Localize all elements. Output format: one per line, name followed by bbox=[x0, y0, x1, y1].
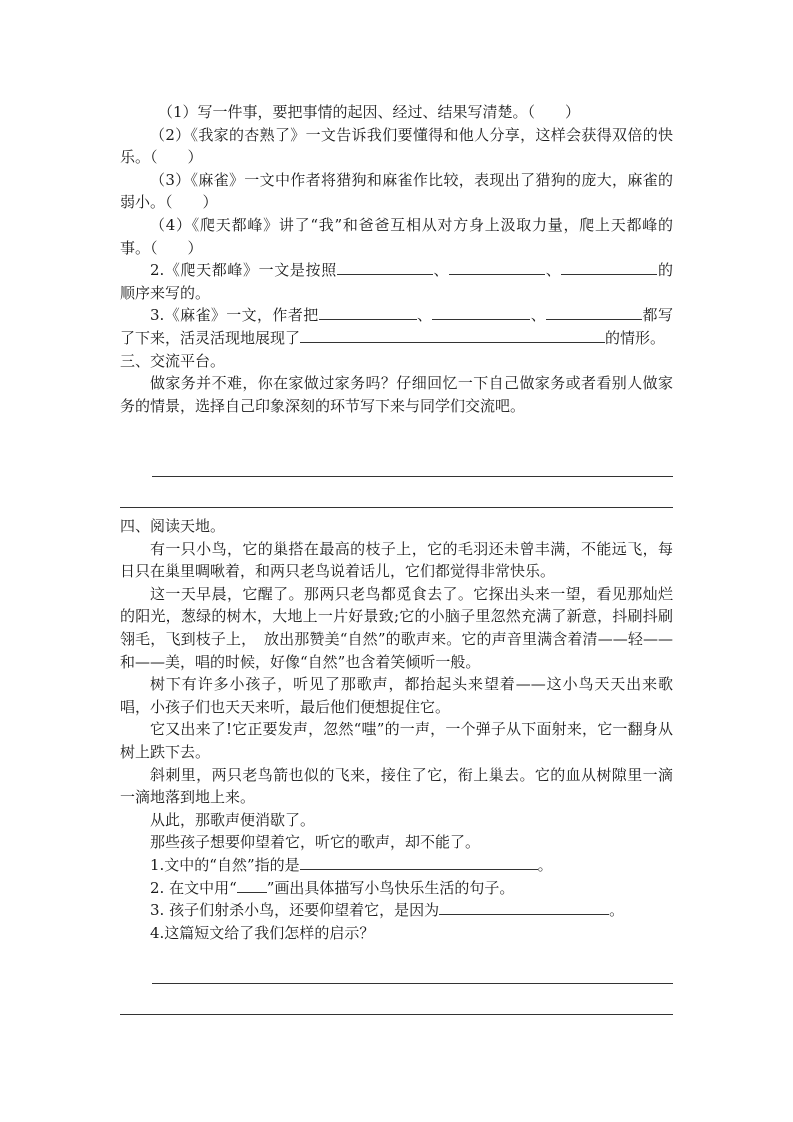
writing-line[interactable] bbox=[120, 507, 673, 508]
separator: 、 bbox=[432, 261, 450, 280]
q3-prefix: 3. 孩子们射杀小鸟，还要仰望着它，是因为 bbox=[150, 901, 440, 920]
q3-suffix: 的情形。 bbox=[605, 328, 666, 347]
fill-question-3 bbox=[120, 304, 673, 349]
judge-item-2: （2）《我家的杏熟了》一文告诉我们要懂得和他人分享，这样会获得双倍的快乐。（ ） bbox=[120, 125, 673, 167]
separator: 、 bbox=[545, 261, 562, 280]
judge-item-1: （1）写一件事，要把事情的起因、经过、结果写清楚。（ ） bbox=[158, 103, 581, 121]
writing-line[interactable] bbox=[152, 476, 673, 477]
answer-blank[interactable] bbox=[546, 305, 642, 320]
q2-prefix: 2. 在文中用“ bbox=[150, 878, 237, 897]
passage-paragraph: 有一只小鸟，它的巢搭在最高的枝子上，它的毛羽还未曾丰满，不能远飞，每日只在巢里啁啾着，和两只老鸟说着话儿，它们都觉得非常快乐。 bbox=[120, 539, 673, 581]
judge-item-4: （4）《爬天都峰》讲了“我”和爸爸互相从对方身上汲取力量，爬上天都峰的事。（ ） bbox=[120, 215, 673, 257]
reading-question-2 bbox=[120, 877, 673, 900]
worksheet-page bbox=[120, 101, 673, 417]
q2-suffix: 的顺序来写的。 bbox=[120, 261, 673, 302]
q3-mid: 都写了下来，活灵活现地展现了 bbox=[120, 306, 673, 347]
answer-blank[interactable] bbox=[337, 260, 433, 275]
q1-suffix: 。 bbox=[537, 855, 553, 874]
q2-suffix: ”画出具体描写小鸟快乐生活的句子。 bbox=[266, 878, 515, 897]
answer-blank[interactable] bbox=[432, 305, 530, 320]
answer-blank[interactable] bbox=[449, 260, 545, 275]
answer-blank[interactable] bbox=[319, 305, 417, 320]
section-3-prompt: 做家务并不难，你在家做过家务吗？仔细回忆一下自己做家务或者看别人做家务的情景，选择自己印象深刻的环节写下来与同学们交流吧。 bbox=[120, 374, 673, 415]
passage-paragraph: 它又出来了!它正要发声，忽然“嗤”的一声，一个弹子从下面射来，它一翻身从树上跌下去。 bbox=[120, 720, 673, 761]
q2-prefix: 2.《爬天都峰》一文是按照 bbox=[150, 261, 337, 280]
answer-blank[interactable] bbox=[300, 328, 605, 343]
judge-item-3: （3）《麻雀》一文中作者将猎狗和麻雀作比较，表现出了猎狗的庞大，麻雀的弱小。（ ） bbox=[120, 170, 673, 212]
answer-blank[interactable] bbox=[237, 878, 267, 893]
fill-question-2 bbox=[120, 259, 673, 304]
q3-suffix: 。 bbox=[609, 901, 625, 920]
writing-line[interactable] bbox=[120, 1014, 673, 1015]
passage-paragraph: 斜刺里，两只老鸟箭也似的飞来，接住了它，衔上巢去。它的血从树隙里一滴一滴地落到地上来。 bbox=[120, 765, 673, 807]
separator: 、 bbox=[530, 306, 547, 325]
reading-section bbox=[120, 515, 673, 944]
answer-blank[interactable] bbox=[439, 900, 609, 915]
reading-question-1 bbox=[120, 854, 673, 877]
answer-blank[interactable] bbox=[561, 260, 657, 275]
section-4-heading: 四、阅读天地。 bbox=[120, 517, 226, 535]
writing-line[interactable] bbox=[152, 983, 673, 984]
reading-question-4: 4.这篇短文给了我们怎样的启示？ bbox=[150, 923, 375, 942]
passage-paragraph: 树下有许多小孩子，听见了那歌声，都抬起头来望着——这小鸟天天出来歌唱，小孩子们也天天来听，最后他们便想捉住它。 bbox=[120, 675, 673, 716]
separator: 、 bbox=[416, 306, 433, 325]
reading-question-3 bbox=[120, 899, 673, 922]
section-3-heading: 三、交流平台。 bbox=[120, 351, 226, 370]
answer-blank[interactable] bbox=[300, 855, 538, 870]
q1-prefix: 1.文中的“自然”指的是 bbox=[150, 855, 300, 874]
passage-paragraph: 那些孩子想要仰望着它，听它的歌声，却不能了。 bbox=[150, 833, 481, 852]
passage-paragraph: 从此，那歌声便消歇了。 bbox=[150, 810, 316, 829]
passage-paragraph: 这一天早晨，它醒了。那两只老鸟都觅食去了。它探出头来一望，看见那灿烂的阳光，葱绿的树木，大地上一片好景致;它的小脑子里忽然充满了新意，抖刷抖刷翎毛，飞到枝子上， 放出那赞美“自然”的歌声来。它的声音里满含着清——轻——和——美，唱的时候，好像“自然”也含着笑倾听一般。 bbox=[120, 584, 673, 671]
q3-prefix: 3.《麻雀》一文，作者把 bbox=[150, 306, 319, 325]
